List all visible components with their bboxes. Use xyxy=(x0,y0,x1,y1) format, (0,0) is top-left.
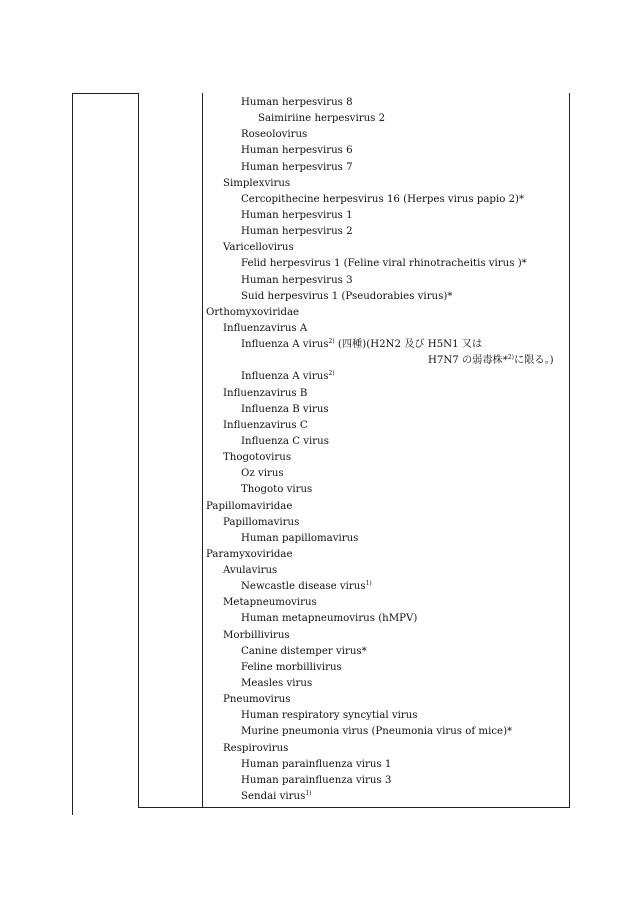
virus-entry-level-3 xyxy=(241,581,372,593)
entry-text: Suid herpesvirus 1 (Pseudorabies virus)* xyxy=(241,290,453,302)
entry-text: Human herpesvirus 7 xyxy=(241,161,353,173)
virus-entry-level-5 xyxy=(428,355,554,367)
entry-text: Influenza C virus xyxy=(241,435,329,447)
virus-entry-level-2 xyxy=(223,388,307,400)
virus-entry-level-2 xyxy=(223,452,291,464)
entry-text: Canine distemper virus* xyxy=(241,645,367,657)
virus-entry-level-2 xyxy=(223,242,294,254)
virus-entry-level-3 xyxy=(241,339,482,351)
virus-entry-level-3 xyxy=(241,129,307,141)
entry-text: Papillomaviridae xyxy=(206,500,293,512)
virus-entry-level-3 xyxy=(241,484,312,496)
entry-text: Cercopithecine herpesvirus 16 (Herpes virus papio 2)* xyxy=(241,193,525,205)
footnote-marker: 1) xyxy=(365,580,372,588)
entry-text: Measles virus xyxy=(241,678,313,690)
entry-text: Human respiratory syncytial virus xyxy=(241,710,418,722)
entry-text: H7N7 の弱毒株* xyxy=(428,355,508,367)
entry-note: (四種)(H2N2 及び H5N1 又は xyxy=(334,339,483,351)
entry-text: Orthomyxoviridae xyxy=(206,306,300,318)
virus-entry-level-3 xyxy=(241,194,524,206)
entry-text: Metapneumovirus xyxy=(223,597,317,609)
entry-text: Oz virus xyxy=(241,468,284,480)
entry-text: Felid herpesvirus 1 (Feline viral rhinotracheitis virus )* xyxy=(241,258,527,270)
virus-entry-level-3 xyxy=(241,371,335,383)
virus-entry-level-3 xyxy=(241,97,353,109)
virus-entry-level-2 xyxy=(223,323,307,335)
virus-entry-level-3 xyxy=(241,613,417,625)
entry-text: Influenzavirus B xyxy=(223,387,308,399)
virus-entry-level-3 xyxy=(241,468,284,480)
virus-entry-level-3 xyxy=(241,662,342,674)
virus-entry-level-3 xyxy=(241,759,391,771)
virus-entry-level-3 xyxy=(241,226,353,238)
entry-text: Influenzavirus C xyxy=(223,419,308,431)
entry-text: Human metapneumovirus (hMPV) xyxy=(241,613,418,625)
entry-text: Human herpesvirus 6 xyxy=(241,145,353,157)
virus-entry-level-3 xyxy=(241,775,391,787)
virus-entry-level-2 xyxy=(223,743,288,755)
virus-entry-level-3 xyxy=(241,533,358,545)
virus-entry-level-3 xyxy=(241,678,312,690)
entry-text: Morbillivirus xyxy=(223,629,290,641)
virus-entry-level-2 xyxy=(223,420,308,432)
virus-entry-level-3 xyxy=(241,436,329,448)
entry-text: Newcastle disease virus xyxy=(241,581,366,593)
virus-entry-level-1 xyxy=(206,307,299,319)
entry-text: Human herpesvirus 8 xyxy=(241,97,353,108)
entry-text: Human herpesvirus 1 xyxy=(241,209,353,221)
virus-entry-level-2 xyxy=(223,630,290,642)
footnote-marker: 2) xyxy=(507,354,515,362)
entry-text: Papillomavirus xyxy=(223,516,300,528)
entry-text: Thogoto virus xyxy=(241,484,313,496)
entry-text: Avulavirus xyxy=(223,565,278,577)
entry-text: Feline morbillivirus xyxy=(241,661,342,673)
virus-entry-level-3 xyxy=(241,275,353,287)
virus-entry-level-3 xyxy=(241,710,418,722)
entry-text: Human parainfluenza virus 1 xyxy=(241,758,392,770)
virus-entry-level-3 xyxy=(241,404,329,416)
virus-entry-level-2 xyxy=(223,178,290,190)
virus-entry-level-3 xyxy=(241,210,353,222)
entry-text: Pneumovirus xyxy=(223,694,291,706)
entry-note: に限る。) xyxy=(514,355,554,367)
entry-text: Varicellovirus xyxy=(223,242,294,254)
virus-entry-level-3 xyxy=(241,726,512,738)
entry-text: Thogotovirus xyxy=(223,452,292,464)
entry-text: Saimiriine herpesvirus 2 xyxy=(258,113,386,125)
entry-text: Influenza A virus xyxy=(241,339,329,351)
entry-text: Human parainfluenza virus 3 xyxy=(241,774,392,786)
virus-entry-level-2 xyxy=(223,694,290,706)
entry-text: Human papillomavirus xyxy=(241,532,359,544)
footnote-marker: 2) xyxy=(328,370,335,378)
virus-entry-level-1 xyxy=(206,549,292,561)
entry-text: Influenza B virus xyxy=(241,403,329,415)
entry-text: Sendai virus xyxy=(241,791,306,803)
entry-text: Murine pneumonia virus (Pneumonia virus of mice)* xyxy=(241,726,513,738)
entry-text: Paramyxoviridae xyxy=(206,548,293,560)
footnote-marker: 2) xyxy=(328,338,335,346)
entry-text: Influenza A virus xyxy=(241,371,329,383)
virus-entry-level-3 xyxy=(241,646,367,658)
virus-entry-level-2 xyxy=(223,565,277,577)
virus-entry-level-3 xyxy=(241,162,353,174)
entry-text: Human herpesvirus 2 xyxy=(241,226,353,238)
virus-entry-level-3 xyxy=(241,258,527,270)
entry-text: Respirovirus xyxy=(223,742,289,754)
entry-text: Influenzavirus A xyxy=(223,322,308,334)
entry-text: Roseolovirus xyxy=(241,129,308,141)
virus-entry-level-1 xyxy=(206,501,292,513)
footnote-marker: 1) xyxy=(305,790,312,798)
virus-entry-level-3 xyxy=(241,291,452,303)
virus-entry-level-3 xyxy=(241,145,353,157)
entry-text: Human herpesvirus 3 xyxy=(241,274,353,286)
entry-text: Simplexvirus xyxy=(223,177,291,189)
virus-entry-level-3 xyxy=(241,791,312,803)
virus-entry-level-2 xyxy=(223,597,317,609)
virus-entry-level-4 xyxy=(258,113,385,125)
virus-entry-level-2 xyxy=(223,517,299,529)
